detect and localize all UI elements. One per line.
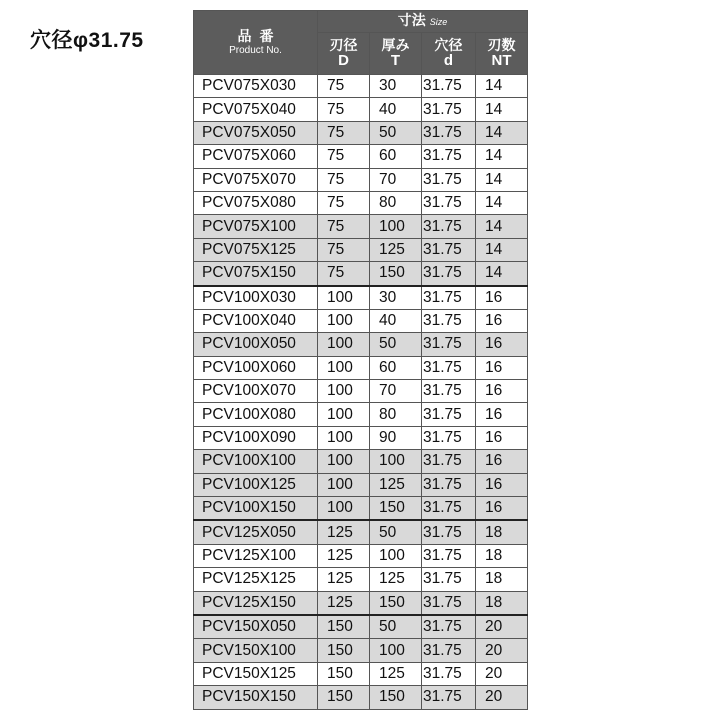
size-header-en: Size [429, 17, 448, 28]
table-row [194, 450, 528, 473]
thickness-cell: 100 [370, 639, 422, 662]
teeth-count-cell: 16 [476, 356, 528, 379]
bore-diameter-cell: 31.75 [422, 568, 476, 591]
blade-diameter-cell: 75 [318, 75, 370, 98]
bore-diameter-cell: 31.75 [422, 473, 476, 496]
thickness-cell: 70 [370, 168, 422, 191]
table-row [194, 98, 528, 121]
blade-diameter-cell: 100 [318, 380, 370, 403]
bore-diameter-cell: 31.75 [422, 121, 476, 144]
bore-diameter-cell: 31.75 [422, 426, 476, 449]
blade-diameter-cell: 150 [318, 615, 370, 639]
product-no-cell: PCV100X125 [194, 473, 318, 496]
table-row [194, 215, 528, 238]
teeth-count-cell: 16 [476, 450, 528, 473]
product-no-cell: PCV100X150 [194, 497, 318, 521]
table-row [194, 356, 528, 379]
product-no-cell: PCV075X080 [194, 191, 318, 214]
bore-diameter-cell: 31.75 [422, 450, 476, 473]
table-header [194, 11, 528, 75]
thickness-cell: 80 [370, 403, 422, 426]
table-row [194, 662, 528, 685]
blade-diameter-cell: 150 [318, 662, 370, 685]
thickness-cell: 150 [370, 591, 422, 615]
bore-diameter-header [422, 33, 476, 75]
teeth-count-cell: 14 [476, 215, 528, 238]
teeth-count-header-jp: 刃数 [487, 36, 516, 53]
bore-diameter-cell: 31.75 [422, 286, 476, 310]
thickness-cell: 125 [370, 238, 422, 261]
product-no-cell: PCV100X050 [194, 333, 318, 356]
teeth-count-cell: 16 [476, 333, 528, 356]
bore-diameter-cell: 31.75 [422, 380, 476, 403]
teeth-count-header-sym: NT [491, 52, 512, 70]
table-row [194, 544, 528, 567]
blade-diameter-cell: 150 [318, 686, 370, 709]
bore-diameter-cell: 31.75 [422, 145, 476, 168]
thickness-cell: 150 [370, 497, 422, 521]
product-no-header-jp: 品番 [237, 27, 282, 44]
product-no-cell: PCV150X150 [194, 686, 318, 709]
product-no-cell: PCV100X080 [194, 403, 318, 426]
blade-diameter-cell: 100 [318, 426, 370, 449]
blade-diameter-cell: 75 [318, 262, 370, 286]
bore-diameter-cell: 31.75 [422, 520, 476, 544]
teeth-count-cell: 16 [476, 497, 528, 521]
bore-diameter-cell: 31.75 [422, 544, 476, 567]
teeth-count-cell: 20 [476, 686, 528, 709]
product-no-cell: PCV100X030 [194, 286, 318, 310]
blade-diameter-cell: 100 [318, 473, 370, 496]
bore-diameter-header-sym: d [443, 52, 454, 70]
table-row [194, 286, 528, 310]
blade-diameter-header-jp: 刃径 [329, 36, 358, 53]
thickness-header [370, 33, 422, 75]
blade-diameter-cell: 100 [318, 497, 370, 521]
bore-diameter-cell: 31.75 [422, 333, 476, 356]
product-no-cell: PCV075X100 [194, 215, 318, 238]
teeth-count-cell: 18 [476, 591, 528, 615]
blade-diameter-cell: 125 [318, 568, 370, 591]
thickness-cell: 40 [370, 98, 422, 121]
bore-diameter-cell: 31.75 [422, 591, 476, 615]
thickness-cell: 40 [370, 309, 422, 332]
blade-diameter-cell: 75 [318, 145, 370, 168]
table-row [194, 75, 528, 98]
product-no-cell: PCV075X050 [194, 121, 318, 144]
table-row [194, 473, 528, 496]
table-row [194, 403, 528, 426]
table-row [194, 262, 528, 286]
product-no-cell: PCV100X090 [194, 426, 318, 449]
thickness-cell: 60 [370, 145, 422, 168]
teeth-count-cell: 14 [476, 98, 528, 121]
size-header-jp: 寸法 [397, 12, 426, 29]
bore-diameter-cell: 31.75 [422, 75, 476, 98]
table-row [194, 145, 528, 168]
blade-diameter-cell: 125 [318, 591, 370, 615]
blade-diameter-cell: 75 [318, 215, 370, 238]
thickness-cell: 50 [370, 333, 422, 356]
product-no-cell: PCV075X040 [194, 98, 318, 121]
thickness-cell: 100 [370, 450, 422, 473]
blade-diameter-cell: 125 [318, 544, 370, 567]
table-row [194, 686, 528, 709]
table-row [194, 591, 528, 615]
teeth-count-cell: 16 [476, 403, 528, 426]
thickness-cell: 70 [370, 380, 422, 403]
product-no-cell: PCV100X040 [194, 309, 318, 332]
product-no-cell: PCV100X100 [194, 450, 318, 473]
product-no-header-en: Product No. [229, 44, 282, 56]
bore-diameter-cell: 31.75 [422, 262, 476, 286]
product-no-cell: PCV100X070 [194, 380, 318, 403]
product-no-cell: PCV075X150 [194, 262, 318, 286]
thickness-cell: 50 [370, 121, 422, 144]
blade-diameter-cell: 75 [318, 191, 370, 214]
thickness-cell: 125 [370, 662, 422, 685]
table-row [194, 238, 528, 261]
blade-diameter-cell: 125 [318, 520, 370, 544]
teeth-count-cell: 16 [476, 380, 528, 403]
page-title: 穴径φ31.75 [30, 29, 144, 52]
thickness-cell: 100 [370, 215, 422, 238]
table-row [194, 121, 528, 144]
teeth-count-cell: 20 [476, 662, 528, 685]
product-no-cell: PCV150X125 [194, 662, 318, 685]
blade-diameter-cell: 100 [318, 309, 370, 332]
teeth-count-cell: 14 [476, 168, 528, 191]
blade-diameter-cell: 100 [318, 450, 370, 473]
teeth-count-cell: 16 [476, 426, 528, 449]
blade-diameter-header-sym: D [338, 52, 349, 70]
product-no-cell: PCV125X100 [194, 544, 318, 567]
blade-diameter-header [318, 33, 370, 75]
teeth-count-cell: 18 [476, 544, 528, 567]
table-row [194, 426, 528, 449]
table-body [194, 75, 528, 710]
bore-diameter-cell: 31.75 [422, 238, 476, 261]
thickness-cell: 60 [370, 356, 422, 379]
blade-diameter-cell: 100 [318, 356, 370, 379]
teeth-count-header [476, 33, 528, 75]
thickness-cell: 150 [370, 262, 422, 286]
bore-diameter-cell: 31.75 [422, 356, 476, 379]
teeth-count-cell: 18 [476, 520, 528, 544]
teeth-count-cell: 14 [476, 121, 528, 144]
thickness-cell: 125 [370, 473, 422, 496]
bore-diameter-header-jp: 穴径 [434, 36, 463, 53]
bore-diameter-cell: 31.75 [422, 215, 476, 238]
table-row [194, 520, 528, 544]
table-row [194, 309, 528, 332]
table-row [194, 568, 528, 591]
table-row [194, 497, 528, 521]
table-row [194, 168, 528, 191]
blade-diameter-cell: 75 [318, 238, 370, 261]
thickness-cell: 50 [370, 520, 422, 544]
table-row [194, 380, 528, 403]
size-header [318, 11, 528, 33]
product-no-cell: PCV100X060 [194, 356, 318, 379]
product-no-cell: PCV125X050 [194, 520, 318, 544]
thickness-header-jp: 厚み [381, 36, 410, 53]
thickness-cell: 30 [370, 75, 422, 98]
bore-diameter-cell: 31.75 [422, 98, 476, 121]
product-no-cell: PCV150X050 [194, 615, 318, 639]
bore-diameter-cell: 31.75 [422, 686, 476, 709]
thickness-cell: 90 [370, 426, 422, 449]
teeth-count-cell: 14 [476, 238, 528, 261]
thickness-cell: 50 [370, 615, 422, 639]
blade-diameter-cell: 100 [318, 403, 370, 426]
blade-diameter-cell: 150 [318, 639, 370, 662]
thickness-cell: 80 [370, 191, 422, 214]
thickness-cell: 30 [370, 286, 422, 310]
teeth-count-cell: 16 [476, 473, 528, 496]
teeth-count-cell: 14 [476, 75, 528, 98]
teeth-count-cell: 16 [476, 309, 528, 332]
bore-diameter-cell: 31.75 [422, 168, 476, 191]
bore-diameter-cell: 31.75 [422, 497, 476, 521]
blade-diameter-cell: 75 [318, 168, 370, 191]
teeth-count-cell: 16 [476, 286, 528, 310]
product-no-cell: PCV075X060 [194, 145, 318, 168]
product-no-cell: PCV125X150 [194, 591, 318, 615]
bore-diameter-cell: 31.75 [422, 662, 476, 685]
product-no-cell: PCV125X125 [194, 568, 318, 591]
table-row [194, 639, 528, 662]
teeth-count-cell: 14 [476, 145, 528, 168]
teeth-count-cell: 20 [476, 615, 528, 639]
bore-diameter-cell: 31.75 [422, 639, 476, 662]
thickness-cell: 100 [370, 544, 422, 567]
table-row [194, 615, 528, 639]
blade-diameter-cell: 100 [318, 286, 370, 310]
thickness-header-sym: T [390, 52, 401, 70]
product-no-cell: PCV075X030 [194, 75, 318, 98]
teeth-count-cell: 14 [476, 191, 528, 214]
teeth-count-cell: 20 [476, 639, 528, 662]
product-no-cell: PCV075X125 [194, 238, 318, 261]
teeth-count-cell: 14 [476, 262, 528, 286]
bore-diameter-cell: 31.75 [422, 309, 476, 332]
thickness-cell: 125 [370, 568, 422, 591]
bore-diameter-cell: 31.75 [422, 615, 476, 639]
blade-diameter-cell: 100 [318, 333, 370, 356]
table-row [194, 333, 528, 356]
table-row [194, 191, 528, 214]
product-no-cell: PCV075X070 [194, 168, 318, 191]
thickness-cell: 150 [370, 686, 422, 709]
blade-diameter-cell: 75 [318, 98, 370, 121]
blade-diameter-cell: 75 [318, 121, 370, 144]
teeth-count-cell: 18 [476, 568, 528, 591]
bore-diameter-cell: 31.75 [422, 403, 476, 426]
product-no-header [194, 11, 318, 75]
spec-table [193, 10, 528, 710]
bore-diameter-cell: 31.75 [422, 191, 476, 214]
product-no-cell: PCV150X100 [194, 639, 318, 662]
